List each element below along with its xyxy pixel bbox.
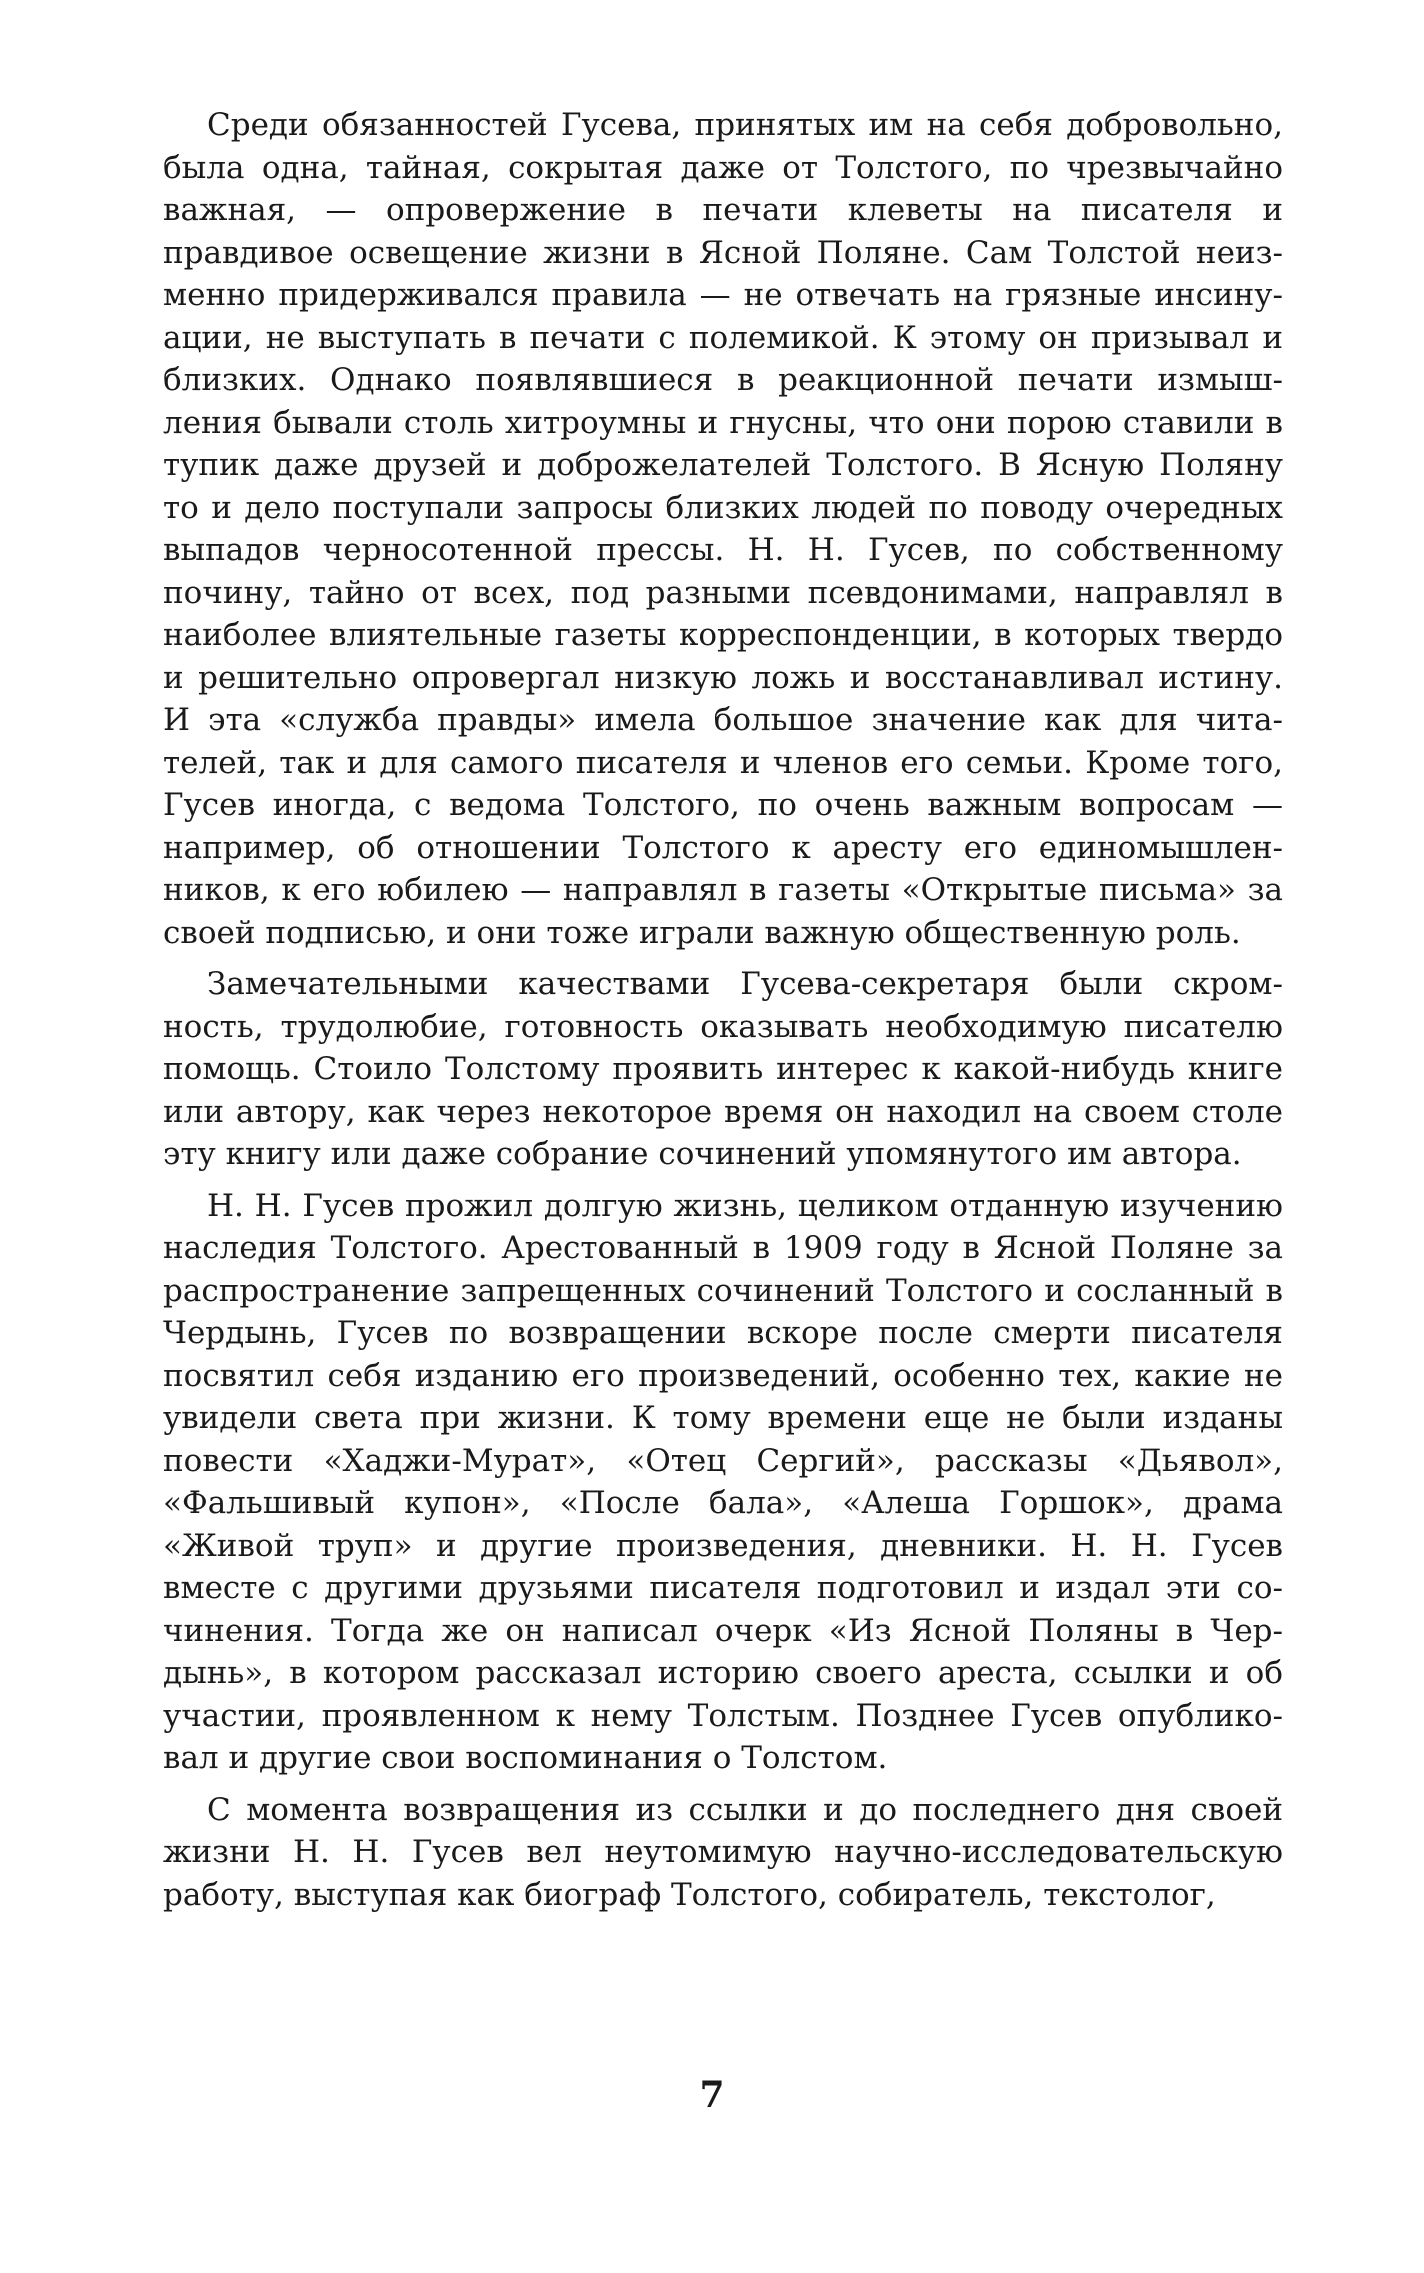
body-text — [163, 104, 1283, 1925]
page-number: 7 — [699, 2074, 725, 2116]
paragraph: Н. Н. Гусев прожил долгую жизнь, целиком отданную изучению наследия Толстого. Арестованный в 1909 году в Ясной Поляне за распространение запрещенных сочинений Толстого и сосланный в Чердынь, Гусев по возвращении вскоре после смерти писателя посвятил себя изданию его произведений, особенно тех, какие не увидели света при жизни. К тому времени еще не были изданы повести «Хаджи-Мурат», «Отец Сергий», рассказы «Дьявол», «Фальшивый купон», «После бала», «Алеша Горшок», драма «Живой труп» и другие произведения, дневники. Н. Н. Гусев вместе с другими друзьями писателя подготовил и издал эти сочинения. Тогда же он написал очерк «Из Ясной Поляны в Чердынь», в котором рассказал историю своего ареста, ссылки и об участии, проявленном к нему Толстым. Позднее Гусев опубликовал и другие свои воспоминания о Толстом. — [163, 1187, 1283, 1776]
paragraph: Среди обязанностей Гусева, принятых им на себя добровольно, была одна, тайная, сокрытая даже от Толстого, по чрезвычайно важная, — опровержение в печати клеветы на писателя и правдивое освещение жизни в Ясной Поляне. Сам Толстой неизменно придерживался правила — не отвечать на грязные инсинуации, не выступать в печати с полемикой. К этому он призывал и близких. Однако появлявшиеся в реакционной печати измышления бывали столь хитроумны и гнусны, что они порою ставили в тупик даже друзей и доброжелателей Толстого. В Ясную Поляну то и дело поступали запросы близких людей по поводу очередных выпадов черносотенной прессы. Н. Н. Гусев, по собственному почину, тайно от всех, под разными псевдонимами, направлял в наиболее влиятельные газеты корреспонденции, в которых твердо и решительно опровергал низкую ложь и восстанавливал истину. И эта «служба правды» имела большое значение как для читателей, так и для самого писателя и членов его семьи. Кроме того, Гусев иногда, с ведома Толстого, по очень важным вопросам — например, об отношении Толстого к аресту его единомышленников, к его юбилею — направлял в газеты «Открытые письма» за своей подписью, и они тоже играли важную общественную роль. — [163, 107, 1283, 951]
paragraph: Замечательными качествами Гусева-секретаря были скромность, трудолюбие, готовность оказывать необходимую писателю помощь. Стоило Толстому проявить интерес к какой-нибудь книге или автору, как через некоторое время он находил на своем столе эту книгу или даже собрание сочинений упомянутого им автора. — [163, 966, 1283, 1172]
paragraph: С момента возвращения из ссылки и до последнего дня своей жизни Н. Н. Гусев вел неутомимую научно-исследовательскую работу, выступая как биограф Толстого, собиратель, текстолог, — [163, 1791, 1283, 1913]
